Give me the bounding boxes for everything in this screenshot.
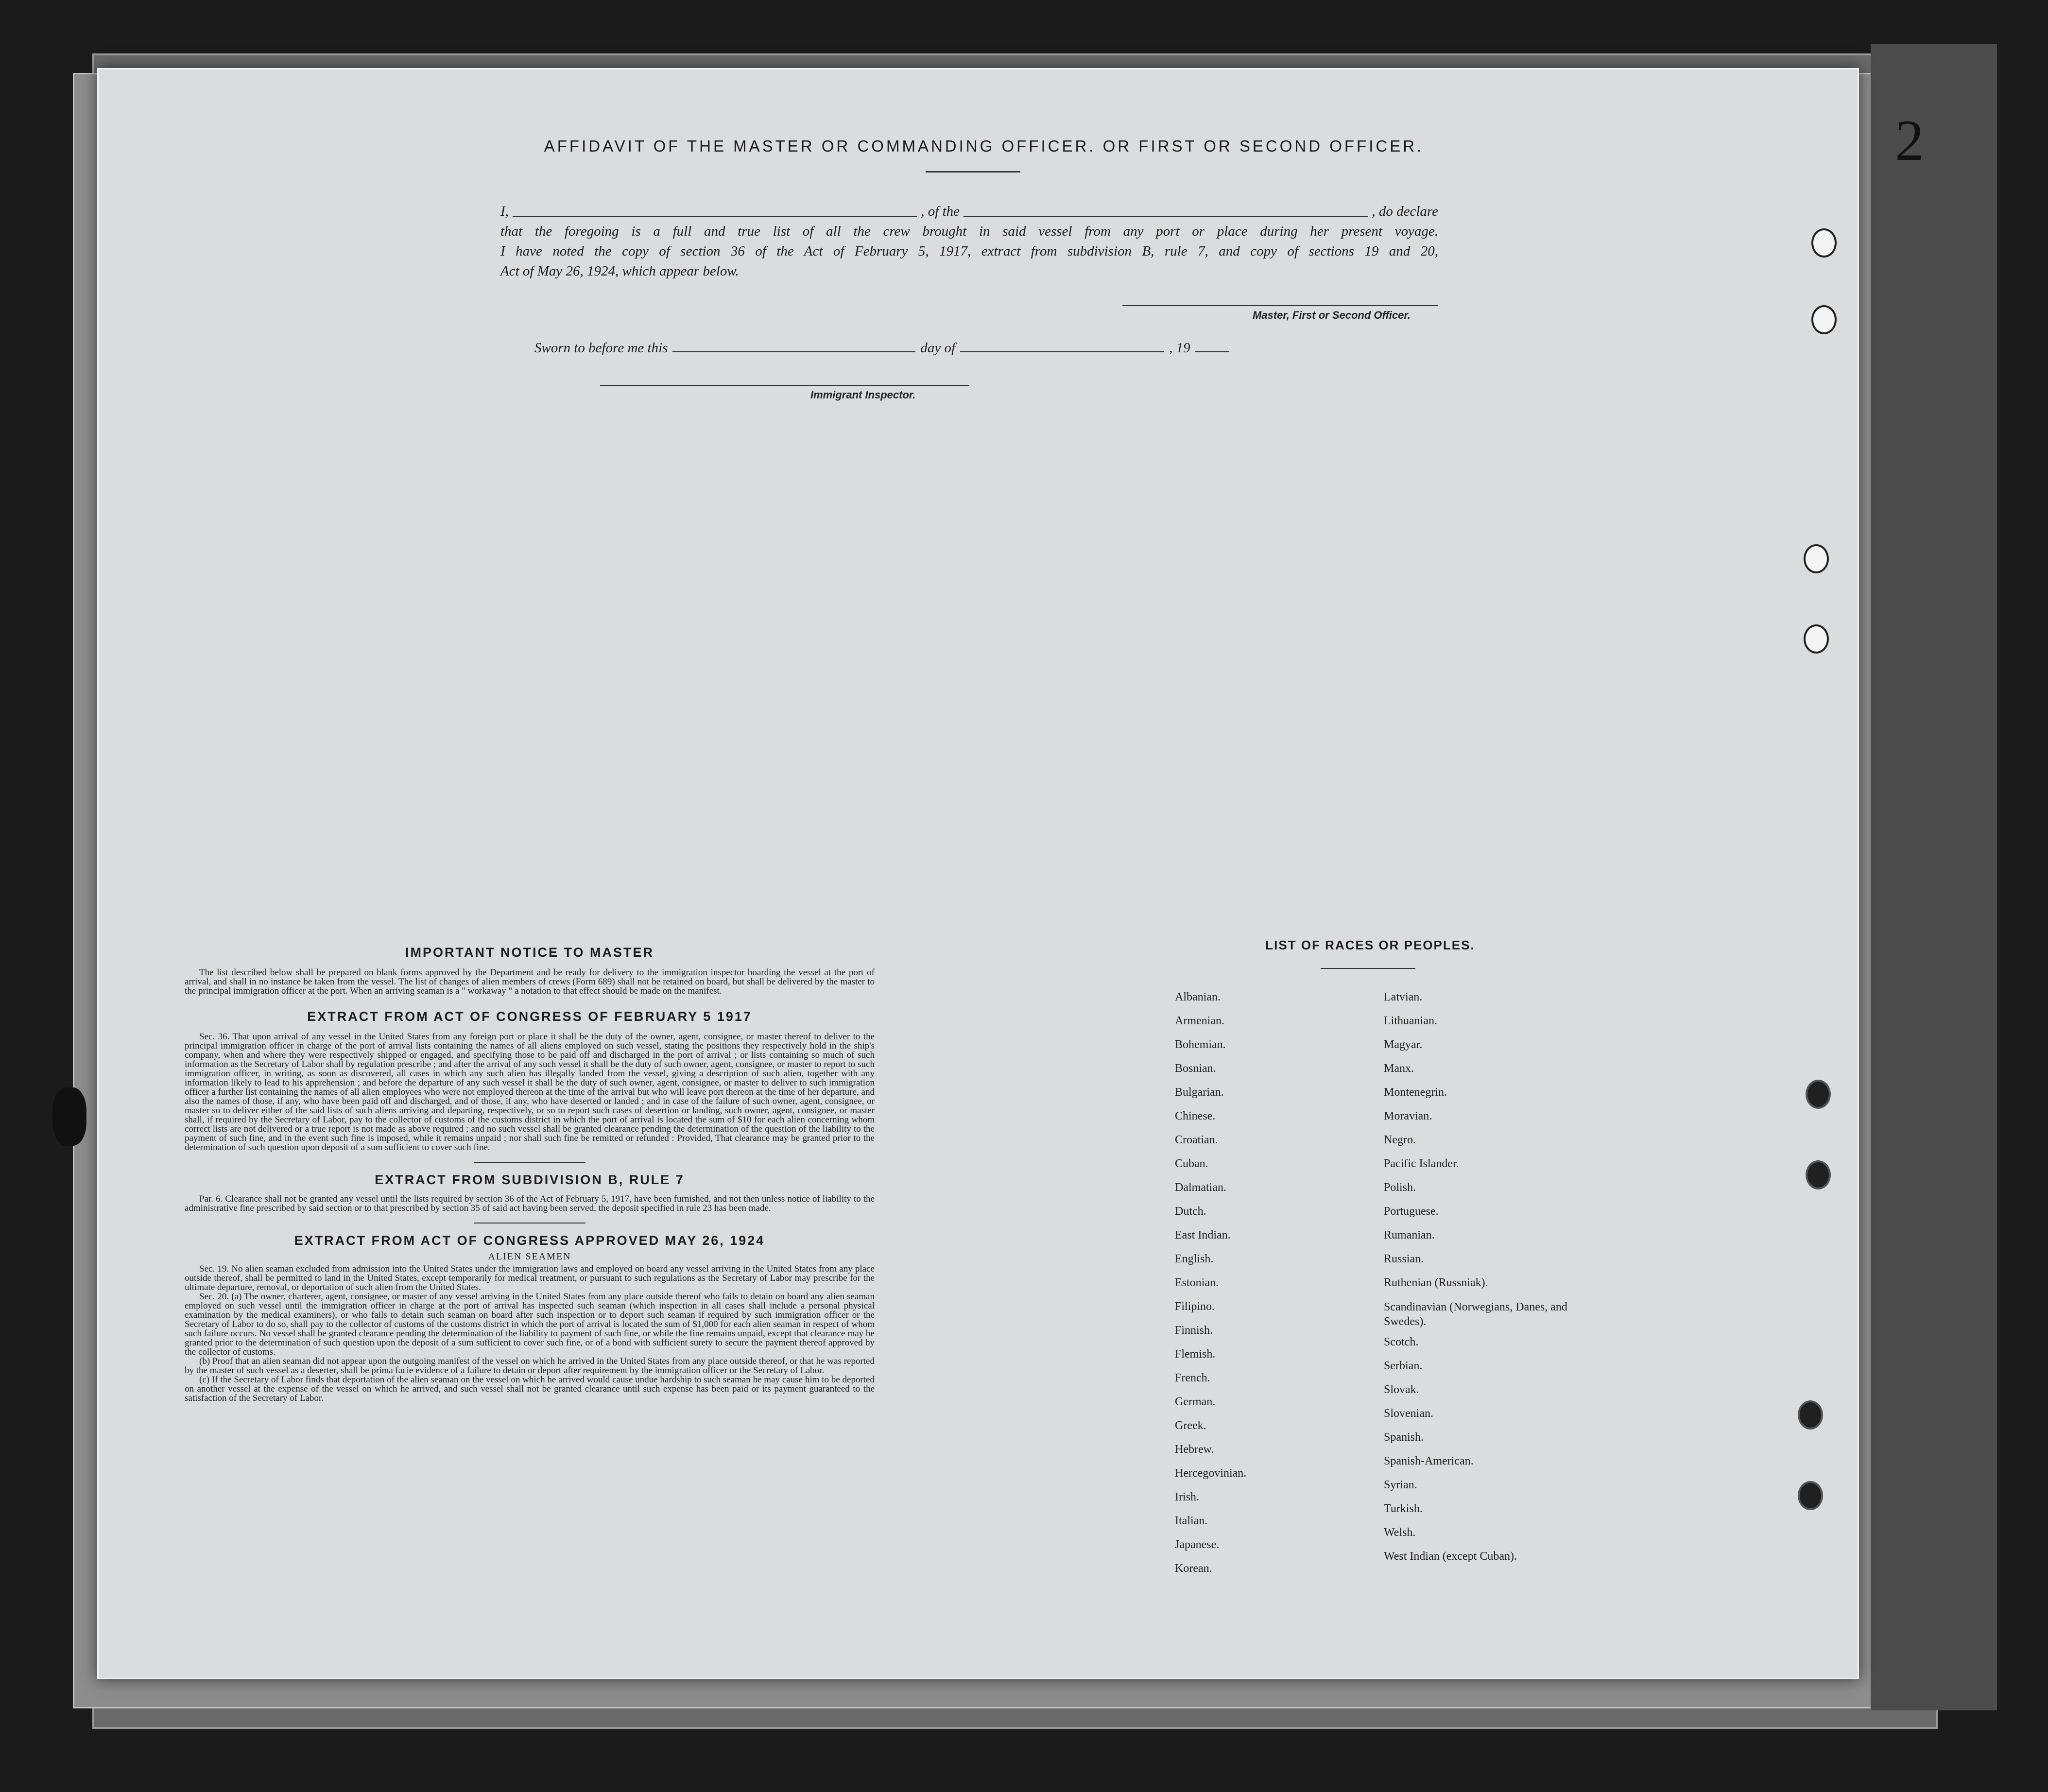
race-item: Armenian.: [1175, 1015, 1224, 1027]
race-item: West Indian (except Cuban).: [1384, 1550, 1517, 1563]
master-signature-label: Master, First or Second Officer.: [1253, 309, 1411, 321]
inspector-signature-line[interactable]: [600, 385, 969, 386]
affidavit-title: AFFIDAVIT OF THE MASTER OR COMMANDING OFFICER. OR FIRST OR SECOND OFFICER.: [544, 137, 1424, 155]
race-item: Manx.: [1384, 1062, 1414, 1075]
race-item: Italian.: [1175, 1515, 1208, 1527]
race-item: Spanish-American.: [1384, 1455, 1474, 1467]
race-item: English.: [1175, 1253, 1214, 1265]
race-item: Albanian.: [1175, 991, 1221, 1003]
binder-hole-7: [1798, 1400, 1823, 1430]
edge-page-number: 2: [1895, 108, 1924, 172]
binder-hole-5: [1806, 1080, 1831, 1109]
race-item: Slovak.: [1384, 1383, 1419, 1396]
notice-section: [185, 945, 875, 1403]
race-item: Hercegovinian.: [1175, 1467, 1247, 1480]
races-title-rule: [1321, 968, 1415, 969]
race-item: Slovenian.: [1384, 1407, 1433, 1420]
affidavit-line-2: that the foregoing is a full and true list of all the crew brought in said vessel from any port or place during her present voyage.: [500, 224, 1438, 239]
race-item: Polish.: [1384, 1181, 1416, 1194]
race-item: Rumanian.: [1384, 1229, 1435, 1241]
races-left-column: [1175, 990, 1398, 1585]
sec20b-text: (b) Proof that an alien seaman did not appear upon the outgoing manifest of the vessel on which he arrived in the United States from any place outside thereof, or that he was reported by the master of such vessel as a deserter, shall be prima facie evidence of a failure to detain or deport after requirement by the immigration officer or the Secretary of Labor.: [185, 1356, 875, 1376]
affidavit-of-the: , of the: [921, 204, 960, 219]
race-item: Flemish.: [1175, 1348, 1216, 1361]
binder-hole-8: [1798, 1481, 1823, 1510]
race-item: German.: [1175, 1396, 1216, 1408]
affidavit-i: I,: [500, 204, 509, 219]
extract2-title: EXTRACT FROM SUBDIVISION B, RULE 7: [375, 1172, 685, 1187]
inspector-signature-label: Immigrant Inspector.: [810, 389, 916, 401]
binder-hole-2: [1811, 305, 1837, 334]
race-item: Lithuanian.: [1384, 1015, 1437, 1027]
folder-edge: [1871, 44, 1997, 1710]
race-item: Bulgarian.: [1175, 1086, 1224, 1099]
sec19-text: Sec. 19. No alien seaman excluded from admission into the United States under the immigration laws and employed on board any vessel arriving in the United States from any place outside thereof, shall be permitted to land in the United States, except temporarily for medical treatment, or pursuant to such regulations as the Secretary of Labor may prescribe for the ultimate departure, removal, or deportation of such alien from the United States.: [185, 1264, 875, 1292]
race-item: Irish.: [1175, 1491, 1199, 1503]
binder-hole-4: [1804, 624, 1829, 654]
sworn-year-blank[interactable]: [1195, 351, 1229, 352]
race-item: Serbian.: [1384, 1360, 1423, 1372]
race-item: Hebrew.: [1175, 1443, 1214, 1456]
race-item: Dutch.: [1175, 1205, 1206, 1218]
extract2-text: Par. 6. Clearance shall not be granted any vessel until the lists required by section 36 of the Act of February 5, 1917, have been furnished, and not then unless notice of liability to the administrative fine prescribed by said section or to that prescribed by section 35 of said act having been served, the deposit specified in rule 23 has been made.: [185, 1194, 875, 1213]
sworn-line: [534, 340, 1234, 356]
race-item: Russian.: [1384, 1253, 1424, 1265]
master-signature-line[interactable]: [1122, 305, 1438, 306]
notice-divider-1: [474, 1162, 585, 1163]
sec20c-text: (c) If the Secretary of Labor finds that deportation of the alien seaman on the vessel on which he arrived would cause undue hardship to such seaman he may cause him to be deported on another vessel at the expense of the vessel on which he arrived, and such vessel shall not be granted clearance until such expense has been paid or its payment guaranteed to the satisfaction of the Secretary of Labor.: [185, 1375, 875, 1403]
sworn-text: Sworn to before me this: [534, 340, 668, 356]
race-item: Magyar.: [1384, 1038, 1423, 1051]
extract1-text: Sec. 36. That upon arrival of any vessel in the United States from any foreign port or place it shall be the duty of the owner, agent, consignee, or master thereof to deliver to the principal immigration officer in charge of the port of arrival lists containing the names of all aliens employed on such vessel, stating the positions they respectively hold in the ship's company, when and where they were respectively shipped or engaged, and specifying those to be paid off and discharged in the port of arrival ; or lists containing so much of such information as the Secretary of Labor shall by regulation prescribe ; and after the arrival of any such vessel it shall be the duty of such owner, agent, consignee, or master to report to such immigration officer, in writing, as soon as discovered, all cases in which any such alien has illegally landed from the vessel, giving a description of such alien, together with any information likely to lead to his apprehension ; and before the departure of any such vessel it shall be the duty of such owner, agent, consignee, or master to deliver to such immigration officer a further list containing the names of all alien employees who were not employed thereon at the time of the arrival but who will leave port thereon at the time of her departure, and also the names of those, if any, who have been paid off and discharged, and of those, if any, who have deserted or landed ; and in case of the failure of such owner, agent, consignee, or master so to deliver either of the said lists of such aliens arriving and departing, respectively, or so to report such cases of desertion or landing, such owner, agent, consignee, or master shall, if required by the Secretary of Labor, pay to the collector of customs of the customs district in which the port of arrival is located the sum of $10 for each alien concerning whom correct lists are not delivered or a true report is not made as above required ; and no such vessel shall be granted clearance pending the determination of the question of the liability to the payment of such fine, and in the event such fine is imposed, while it remains unpaid ; nor shall such fine be remitted or refunded : Provided, That clearance may be granted prior to the determination of such question upon deposit of a sum sufficient to cover such fine.: [185, 1032, 875, 1153]
race-item: Syrian.: [1384, 1479, 1417, 1491]
race-item: Finnish.: [1175, 1324, 1213, 1337]
race-item: Scotch.: [1384, 1336, 1419, 1348]
race-item: East Indian.: [1175, 1229, 1231, 1241]
binder-hole-3: [1804, 544, 1829, 573]
seal-stamp: [52, 1087, 86, 1146]
race-item: Japanese.: [1175, 1538, 1220, 1551]
race-item: Portuguese.: [1384, 1205, 1439, 1218]
race-item: Moravian.: [1384, 1110, 1432, 1122]
race-item: Chinese.: [1175, 1110, 1216, 1122]
race-item: Pacific Islander.: [1384, 1157, 1459, 1170]
race-item: Scandinavian (Norwegians, Danes, and Swedes).: [1384, 1301, 1567, 1328]
race-item: Latvian.: [1384, 991, 1423, 1003]
race-item: Filipino.: [1175, 1300, 1215, 1313]
sworn-month-blank[interactable]: [960, 351, 1164, 352]
race-item: Turkish.: [1384, 1502, 1423, 1515]
race-item: Greek.: [1175, 1419, 1206, 1432]
affidavit-line-4: Act of May 26, 1924, which appear below.: [500, 263, 739, 279]
binder-hole-1: [1811, 228, 1837, 258]
race-item: Negro.: [1384, 1134, 1416, 1146]
affidavit-line-1: [500, 202, 1438, 222]
races-right-column: [1384, 990, 1607, 1573]
affidavit-body: [500, 202, 1438, 281]
binder-hole-6: [1806, 1160, 1831, 1189]
race-item: Korean.: [1175, 1562, 1212, 1575]
notice-title: IMPORTANT NOTICE TO MASTER: [405, 945, 654, 960]
race-item: Bosnian.: [1175, 1062, 1216, 1075]
sworn-date-blank[interactable]: [672, 351, 915, 352]
races-title: LIST OF RACES OR PEOPLES.: [1265, 938, 1475, 952]
extract3-title: EXTRACT FROM ACT OF CONGRESS APPROVED MAY 26, 1924: [294, 1233, 765, 1248]
master-name-blank[interactable]: [513, 216, 917, 217]
race-item: Montenegrin.: [1384, 1086, 1447, 1099]
extract1-title: EXTRACT FROM ACT OF CONGRESS OF FEBRUARY 5 1917: [307, 1009, 752, 1024]
race-item: Dalmatian.: [1175, 1181, 1226, 1194]
race-item: French.: [1175, 1372, 1210, 1384]
affidavit-do-declare: , do declare: [1372, 204, 1438, 219]
sworn-year: , 19: [1169, 340, 1190, 356]
race-item: Cuban.: [1175, 1157, 1208, 1170]
affidavit-title-rule: [926, 171, 1020, 172]
notice-text: The list described below shall be prepared on blank forms approved by the Department and be ready for delivery to the immigration inspector boarding the vessel at the port of arrival, and shall in no instance be taken from the vessel. The list of changes of alien members of crews (Form 689) shall not be retained on board, but shall be delivered by the master to the principal immigration officer at the port. When an arriving seaman is a " workaway " a notation to that effect should be made on the manifest.: [185, 967, 875, 996]
race-item: Estonian.: [1175, 1276, 1219, 1289]
extract3-subtitle: ALIEN SEAMEN: [488, 1251, 571, 1262]
affidavit-line-3: I have noted the copy of section 36 of the Act of February 5, 1917, extract from subdivision B, rule 7, and copy of sections 19 and 20,: [500, 243, 1438, 259]
race-item: Spanish.: [1384, 1431, 1424, 1444]
race-item: Croatian.: [1175, 1134, 1218, 1146]
race-item: Ruthenian (Russniak).: [1384, 1276, 1488, 1289]
race-item: Welsh.: [1384, 1526, 1416, 1539]
race-item: Bohemian.: [1175, 1038, 1226, 1051]
sec20a-text: Sec. 20. (a) The owner, charterer, agent, consignee, or master of any vessel arriving in the United States from any place outside thereof who fails to detain on board any alien seaman employed on such vessel until the immigration officer in charge at the port of arrival has inspected such seaman (which inspection in all cases shall include a personal physical examination by the medical examiners), or who fails to detain such seaman on board after such inspection or to deport such seaman if required by such immigration officer or the Secretary of Labor to do so, shall pay to the collector of customs of the customs district in which the port of arrival is located the sum of $1,000 for each alien seaman in respect of whom such failure occurs. No vessel shall be granted clearance pending the determination of the liability to payment of such fine, or while the fine remains unpaid, except that clearance may be granted prior to the determination of such question upon the deposit of a sum sufficient to cover such fine, or of a bond with sufficient surety to secure the payment thereof approved by the collector of customs.: [185, 1292, 875, 1357]
vessel-name-blank[interactable]: [964, 216, 1368, 217]
sworn-day-of: day of: [920, 340, 956, 356]
